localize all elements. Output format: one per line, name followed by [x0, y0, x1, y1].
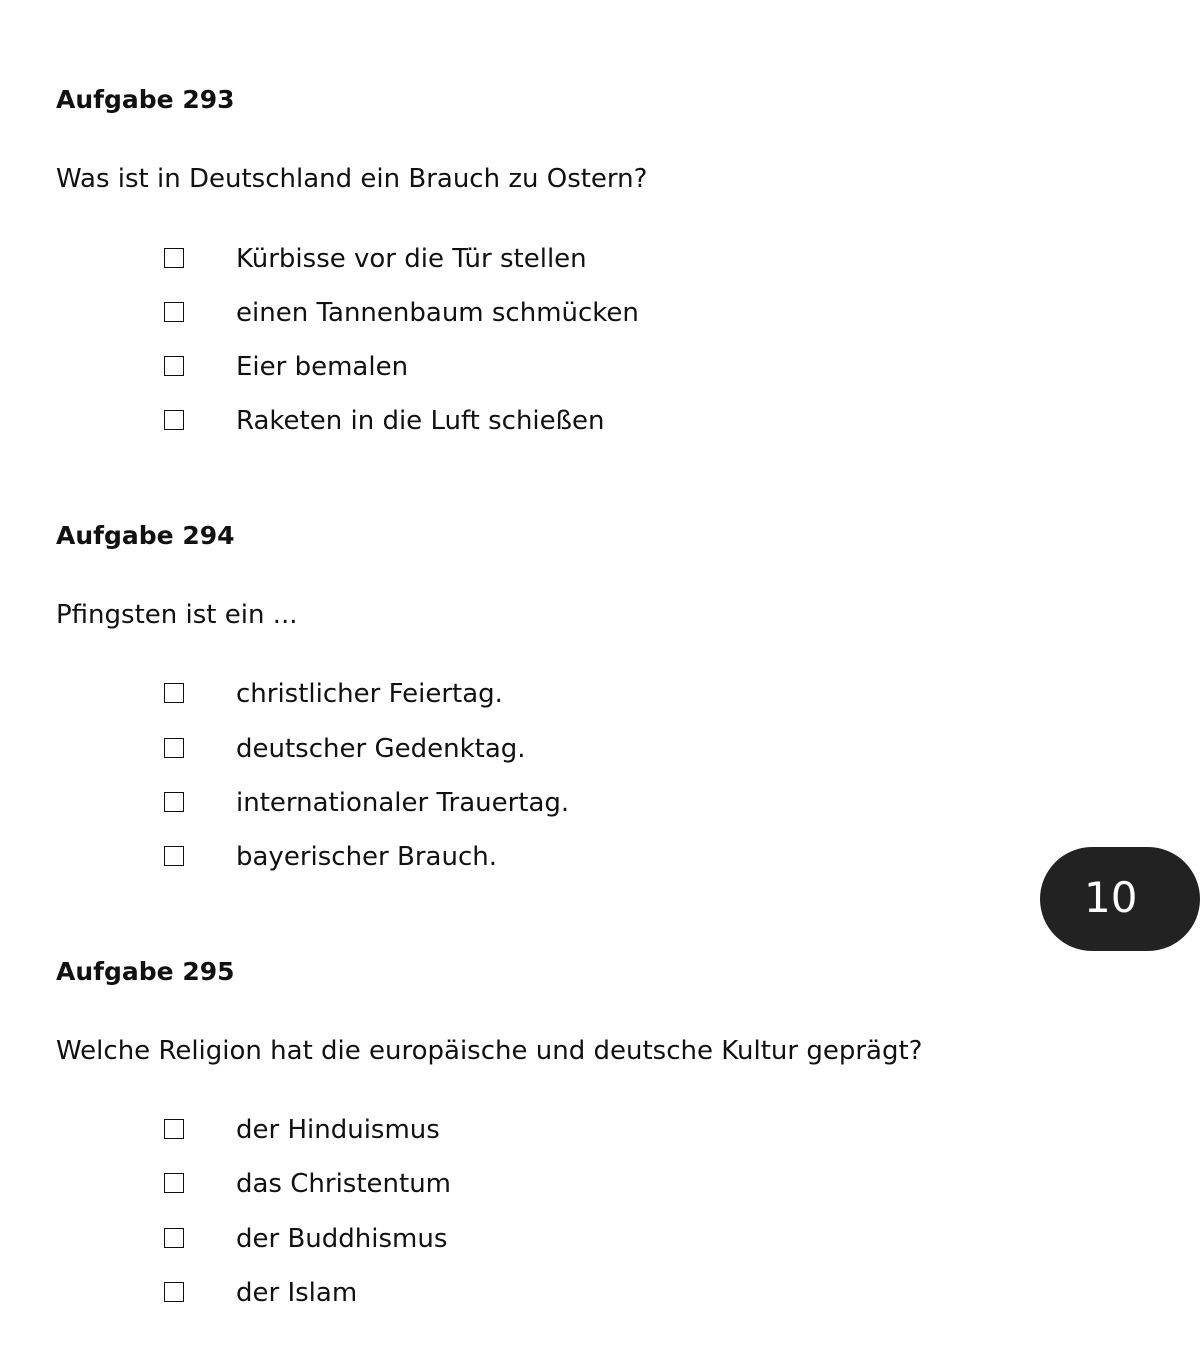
answer-label: Raketen in die Luft schießen — [236, 406, 605, 436]
answer-label: der Islam — [236, 1278, 358, 1308]
task-title: Aufgabe 294 — [56, 521, 235, 550]
answer-label: der Hinduismus — [236, 1115, 440, 1145]
answer-label: christlicher Feiertag. — [236, 679, 503, 709]
answer-label: internationaler Trauertag. — [236, 788, 570, 818]
task-title: Aufgabe 295 — [56, 957, 235, 986]
answer-checkbox[interactable] — [164, 248, 184, 268]
answer-label: Eier bemalen — [236, 352, 409, 382]
page-number: 10 — [1084, 873, 1138, 922]
answer-label: Kürbisse vor die Tür stellen — [236, 244, 587, 274]
answer-checkbox[interactable] — [164, 846, 184, 866]
answer-checkbox[interactable] — [164, 1119, 184, 1139]
answer-checkbox[interactable] — [164, 1282, 184, 1302]
answer-checkbox[interactable] — [164, 792, 184, 812]
answer-label: das Christentum — [236, 1169, 452, 1199]
answer-checkbox[interactable] — [164, 683, 184, 703]
page-number-badge[interactable] — [1040, 847, 1200, 951]
task-title: Aufgabe 293 — [56, 85, 235, 114]
answer-checkbox[interactable] — [164, 356, 184, 376]
answer-checkbox[interactable] — [164, 410, 184, 430]
answer-label: bayerischer Brauch. — [236, 842, 497, 872]
answer-label: der Buddhismus — [236, 1224, 448, 1254]
answer-checkbox[interactable] — [164, 738, 184, 758]
task-question: Was ist in Deutschland ein Brauch zu Ostern? — [56, 164, 648, 194]
task-question: Welche Religion hat die europäische und deutsche Kultur geprägt? — [56, 1036, 923, 1066]
task-question: Pfingsten ist ein ... — [56, 600, 298, 630]
answer-label: einen Tannenbaum schmücken — [236, 298, 639, 328]
answer-checkbox[interactable] — [164, 302, 184, 322]
answer-label: deutscher Gedenktag. — [236, 734, 526, 764]
answer-checkbox[interactable] — [164, 1173, 184, 1193]
answer-checkbox[interactable] — [164, 1228, 184, 1248]
